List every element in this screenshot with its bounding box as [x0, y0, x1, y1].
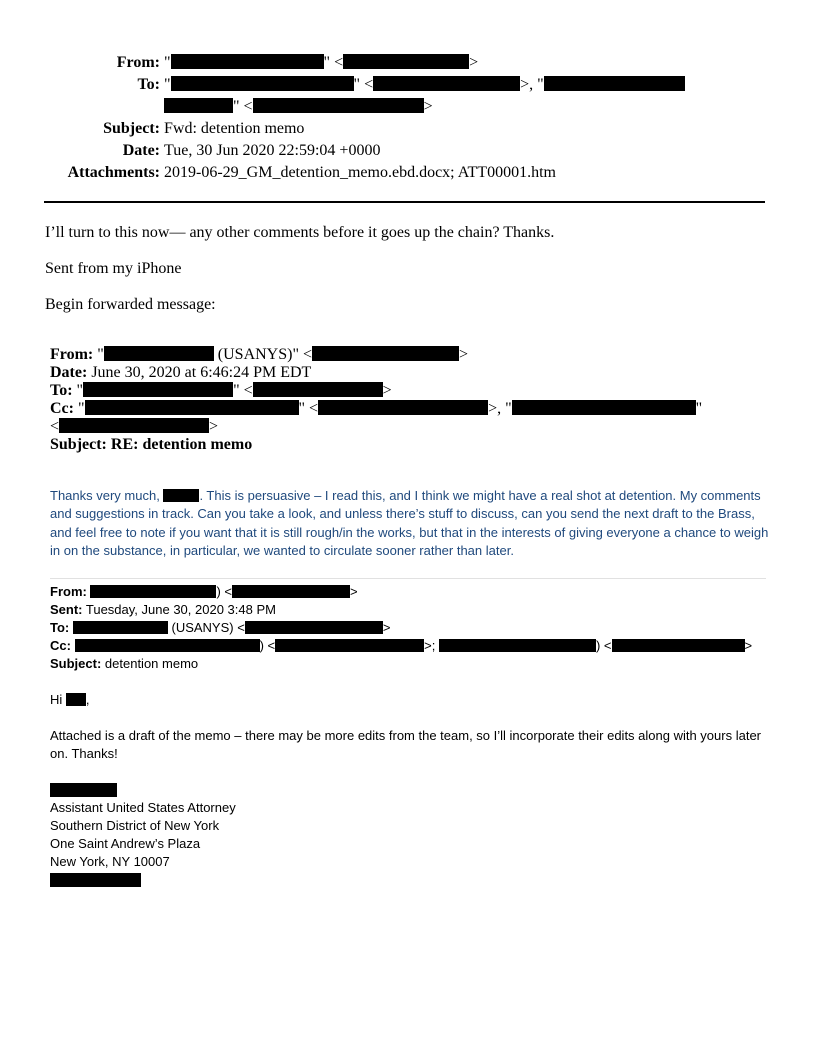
- redaction-block: [318, 400, 488, 415]
- header-date-row: [0, 142, 816, 160]
- redaction-block: [171, 54, 324, 69]
- header-from-end: >: [469, 54, 479, 71]
- redaction-block: [50, 783, 117, 797]
- redaction-block: [73, 621, 168, 634]
- redaction-block: [75, 639, 260, 652]
- redaction-block: [232, 585, 350, 598]
- signature-office: Southern District of New York: [50, 818, 220, 833]
- header-attachments-value[interactable]: 2019-06-29_GM_detention_memo.ebd.docx; ATT00001.htm: [164, 164, 556, 181]
- header-to-label: To:: [137, 76, 160, 93]
- redaction-block: [83, 382, 233, 397]
- original-subject-row: Subject: detention memo: [50, 656, 199, 671]
- original-sent-row: Sent: Tuesday, June 30, 2020 3:48 PM: [50, 602, 276, 617]
- redaction-block: [104, 346, 214, 361]
- redaction-block: [373, 76, 520, 91]
- email-header: [0, 54, 816, 186]
- redaction-block: [439, 639, 596, 652]
- redaction-block: [163, 489, 199, 502]
- forwarded-subject-row: Subject: RE: detention memo: [50, 436, 253, 453]
- header-date-value: Tue, 30 Jun 2020 22:59:04 +0000: [164, 142, 381, 159]
- redaction-block: [50, 873, 141, 887]
- redaction-block: [164, 98, 233, 113]
- redaction-block: [245, 621, 383, 634]
- header-attachments-row: [0, 164, 816, 182]
- header-from-row: [0, 54, 816, 72]
- redaction-block: [85, 400, 299, 415]
- header-divider: [44, 201, 765, 203]
- header-to-continued-row: " < >: [0, 98, 816, 116]
- reply-divider: [50, 578, 766, 579]
- signature-city: New York, NY 10007: [50, 854, 170, 869]
- redaction-block: [343, 54, 469, 69]
- header-from-label: From:: [116, 54, 160, 71]
- signature-address: One Saint Andrew’s Plaza: [50, 836, 201, 851]
- header-date-label: Date:: [122, 142, 160, 159]
- forwarded-to-row: To: " " < >: [50, 382, 392, 399]
- redaction-block: [312, 346, 459, 361]
- forwarded-from-row: From: " (USANYS)" < >: [50, 346, 469, 363]
- original-header: [50, 583, 752, 673]
- redaction-block: [253, 98, 424, 113]
- redaction-block: [275, 639, 424, 652]
- header-subject-row: [0, 120, 816, 138]
- original-from-row: From: ) < >: [50, 584, 358, 599]
- header-subject-value: Fwd: detention memo: [164, 120, 305, 137]
- forwarded-header: [50, 346, 702, 454]
- header-subject-label: Subject:: [103, 120, 160, 137]
- message-line-3: Begin forwarded message:: [45, 296, 216, 313]
- header-from-sep: " <: [323, 54, 344, 71]
- greeting: Hi ,: [50, 692, 90, 707]
- redaction-block: [612, 639, 745, 652]
- redaction-block: [90, 585, 216, 598]
- forwarded-cc-continued-row: < >: [50, 418, 219, 435]
- message-line-1: I’ll turn to this now— any other comments before it goes up the chain? Thanks.: [45, 224, 555, 241]
- redaction-block: [66, 693, 86, 706]
- original-cc-row: Cc: ) < >; ) < >: [50, 638, 753, 653]
- forwarded-cc-row: Cc: " " < >, " ": [50, 400, 703, 417]
- forwarded-date-row: Date: June 30, 2020 at 6:46:24 PM EDT: [50, 364, 312, 381]
- redaction-block: [59, 418, 209, 433]
- original-body: Attached is a draft of the memo – there may be more edits from the team, so I’ll incorporate their edits along with yours later on. Thanks!: [50, 728, 762, 761]
- redaction-block: [544, 76, 685, 91]
- message-line-2: Sent from my iPhone: [45, 260, 182, 277]
- redaction-block: [171, 76, 354, 91]
- header-from-quote: ": [164, 54, 171, 71]
- reply-paragraph: Thanks very much, . This is persuasive – I read this, and I think we might have a real shot at detention. My comments and suggestions in track. Can you take a look, and unless there’s stuff to discuss, can you send the next draft to the Brass, and feel free to note if you want that it is still rough/in the works, but that in the interests of giving everyone a chance to weigh in on the substance, in particular, we wanted to circulate sooner rather than later.: [50, 488, 769, 558]
- header-attachments-label: Attachments:: [67, 164, 160, 181]
- header-to-row: To: " " < >, ": [0, 76, 816, 94]
- signature-title: Assistant United States Attorney: [50, 800, 236, 815]
- redaction-block: [512, 400, 696, 415]
- original-to-row: To: (USANYS) < >: [50, 620, 391, 635]
- redaction-block: [253, 382, 383, 397]
